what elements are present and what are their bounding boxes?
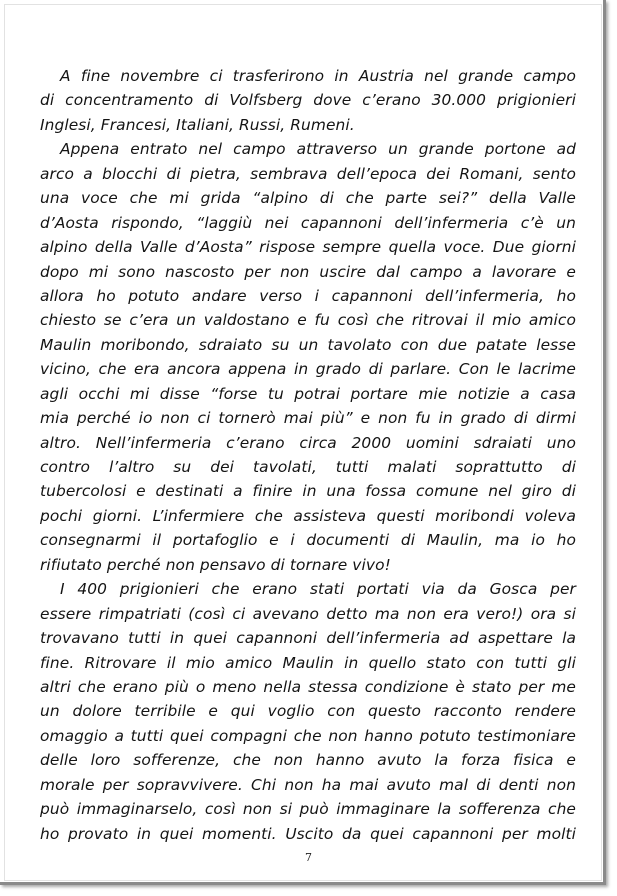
- text-line: pochi giorni. L’infermiere che assisteva questi moribondi voleva: [40, 506, 576, 525]
- text-line: Appena entrato nel campo attraverso un grande portone ad: [60, 140, 576, 159]
- text-line: di concentramento di Volfsberg dove c’erano 30.000 prigionieri: [40, 91, 576, 110]
- text-line: alpino della Valle d’Aosta” rispose sempre quella voce. Due giorni: [40, 238, 576, 257]
- text-line: altro. Nell’infermeria c’erano circa 2000 uomini sdraiati uno: [40, 433, 576, 452]
- text-line: delle loro sofferenze, che non hanno avuto la forza fisica e: [40, 751, 576, 770]
- text-line: altri che erano più o meno nella stessa condizione è stato per me: [40, 677, 576, 696]
- text-line: vicino, che era ancora appena in grado di parlare. Con le lacrime: [40, 360, 576, 379]
- text-line: trovavano tutti in quei capannoni dell’infermeria ad aspettare la: [40, 629, 576, 648]
- text-line: fine. Ritrovare il mio amico Maulin in quello stato con tutti gli: [40, 653, 576, 672]
- text-line: consegnarmi il portafoglio e i documenti di Maulin, ma io ho: [40, 531, 576, 550]
- text-line: può immaginarselo, così non si può immaginare la sofferenza che: [40, 800, 576, 819]
- text-line: dopo mi sono nascosto per non uscire dal campo a lavorare e: [40, 262, 576, 281]
- text-line: essere rimpatriati (così ci avevano detto ma non era vero!) ora si: [40, 604, 576, 623]
- text-line: I 400 prigionieri che erano stati portati via da Gosca per: [60, 580, 576, 599]
- text-line: agli occhi mi disse “forse tu potrai portare mie notizie a casa: [40, 384, 576, 403]
- text-line: contro l’altro su dei tavolati, tutti malati soprattutto di: [40, 458, 576, 476]
- body-text: [40, 64, 576, 846]
- text-line: rifiutato perché non pensavo di tornare vivo!: [40, 555, 391, 574]
- text-line: allora ho potuto andare verso i capannoni dell’infermeria, ho: [40, 286, 576, 305]
- text-line: d’Aosta rispondo, “laggiù nei capannoni dell’infermeria c’è un: [40, 213, 576, 232]
- text-line: ho provato in quei momenti. Uscito da quei capannoni per molti: [40, 824, 576, 843]
- text-line: Maulin moribondo, sdraiato su un tavolato con due patate lesse: [40, 335, 576, 354]
- text-line: A fine novembre ci trasferirono in Austria nel grande campo: [60, 67, 576, 85]
- text-line: morale per sopravvivere. Chi non ha mai avuto mal di denti non: [40, 775, 576, 794]
- text-line: mia perché io non ci tornerò mai più” e non fu in grado di dirmi: [40, 409, 576, 428]
- text-line: omaggio a tutti quei compagni che non hanno potuto testimoniare: [40, 726, 576, 745]
- text-line: tubercolosi e destinati a finire in una fossa comune nel giro di: [40, 482, 576, 501]
- text-line: Inglesi, Francesi, Italiani, Russi, Rumeni.: [40, 115, 355, 134]
- text-line: arco a blocchi di pietra, sembrava dell’epoca dei Romani, sento: [40, 164, 576, 183]
- text-line: una voce che mi grida “alpino di che parte sei?” della Valle: [40, 189, 576, 208]
- text-line: un dolore terribile e qui voglio con questo racconto rendere: [40, 702, 576, 721]
- page-number: 7: [305, 851, 312, 864]
- text-line: chiesto se c’era un valdostano e fu così che ritrovai il mio amico: [40, 311, 576, 330]
